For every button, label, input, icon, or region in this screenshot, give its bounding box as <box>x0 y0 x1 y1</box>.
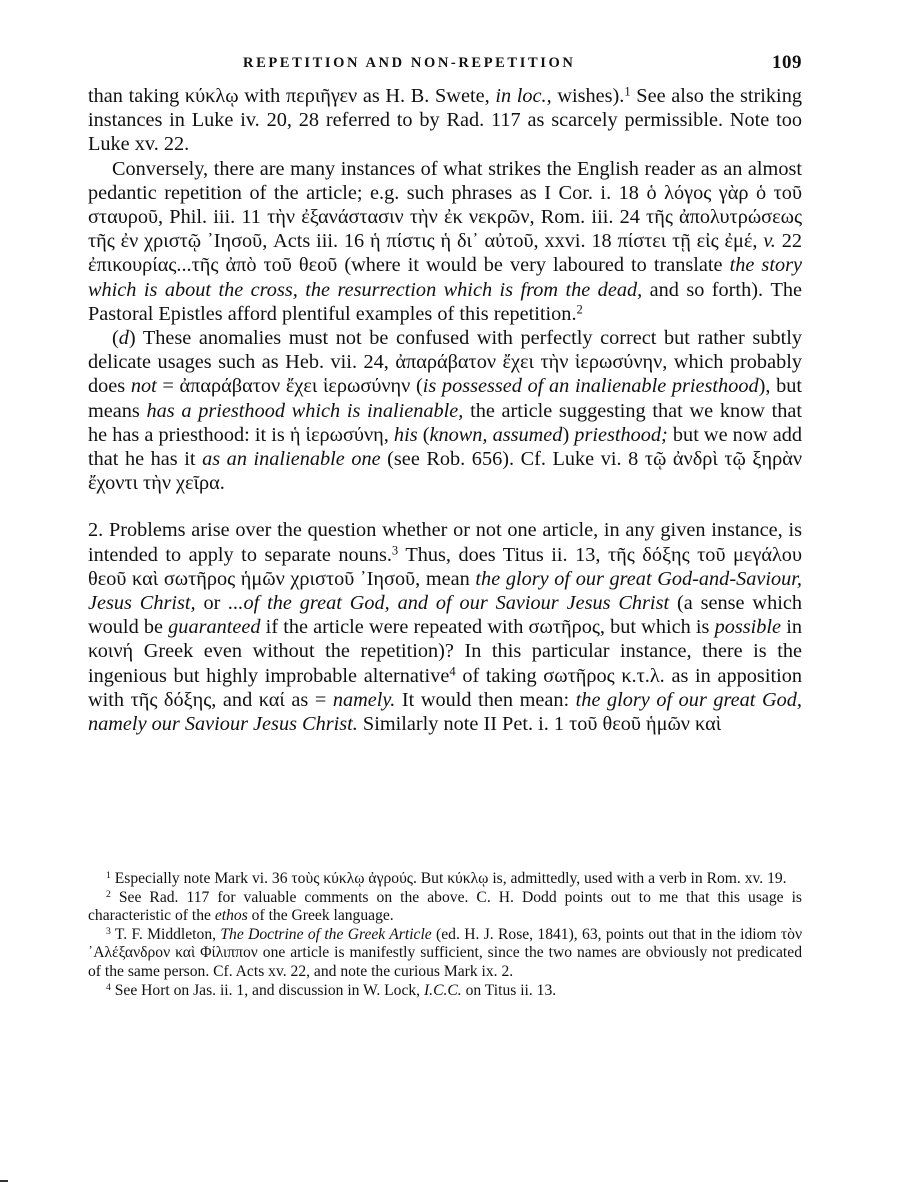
footnote-mark: 2 <box>106 888 111 900</box>
main-text <box>88 84 802 736</box>
footnote-1: $^1$ Especially note Mark vi. 36 τοὺς κύκλῳ ἀγρούς. But κύκλῳ is, admittedly, used with a verb in Rom. xv. 19. <box>106 870 787 887</box>
footnotes <box>88 870 802 1000</box>
footnote-mark: 1 <box>106 870 111 882</box>
footnote-ref: 4 <box>449 664 456 679</box>
footnote-2: $^2$ See Rad. 117 for valuable comments on the above. C. H. Dodd points out to me that this usage is characteristic of the ethos of the Greek language. <box>88 888 802 925</box>
footnote-ref: 1 <box>624 84 631 99</box>
footnote-ref: 2 <box>576 302 583 317</box>
running-title: REPETITION AND NON-REPETITION <box>243 55 576 71</box>
footnote-4: $^4$ See Hort on Jas. ii. 1, and discussion in W. Lock, I.C.C. on Titus ii. 13. <box>106 981 557 999</box>
paragraph-section-2: 2. Problems arise over the question whether or not one article, in any given instance, is intended to apply to separate nouns.$^3$ Thus, does Titus ii. 13, τῆς δόξης τοῦ μεγάλου θεοῦ καὶ σωτῆρος ἡμῶν χριστοῦ ᾿Ιησοῦ, mean the glory of our great God-and-Saviour, Jesus Christ, or ...of the great God, and of our Saviour Jesus Christ (a sense which would be guaranteed if the article were repeated with σωτῆρος, but which is possible in κοινή Greek even without the repetition)? In this particular instance, there is the ingenious but highly improbable alternative$^4$ of taking σωτῆρος κ.τ.λ. as in apposition with τῆς δόξης, and καί as = namely. It would then mean: the glory of our great God, namely our Saviour Jesus Christ. Similarly note II Pet. i. 1 τοῦ θεοῦ ἡμῶν καὶ <box>88 519 803 736</box>
page-number: 109 <box>772 52 802 73</box>
footnote-mark: 4 <box>106 981 111 993</box>
footnote-3: $^3$ T. F. Middleton, The Doctrine of the Greek Article (ed. H. J. Rose, 1841), 63, points out that in the idiom τὸν ᾿Αλέξανδρον καὶ Φίλιππον one article is manifestly sufficient, since the two names are obviously not predicated of the same person. Cf. Acts xv. 22, and note the curious Mark ix. 2. <box>88 925 802 980</box>
footnote-ref: 3 <box>391 543 399 558</box>
paragraph-conversely: Conversely, there are many instances of what strikes the English reader as an almost pedantic repetition of the article; e.g. such phrases as I Cor. i. 18 ὁ λόγος γὰρ ὁ τοῦ σταυροῦ, Phil. iii. 11 τὴν ἐξανάστασιν τὴν ἐκ νεκρῶν, Rom. iii. 24 τῆς ἀπολυτρώσεως τῆς ἐν χριστῷ ᾿Ιησοῦ, Acts iii. 16 ἡ πίστις ἡ δι᾿ αὐτοῦ, xxvi. 18 πίστει τῇ εἰς ἐμέ, v. 22 ἐπικουρίας...τῆς ἀπὸ τοῦ θεοῦ (where it would be very laboured to translate the story which is about the cross, the resurrection which is from the dead, and so forth). The Pastoral Epistles afford plentiful examples of this repetition.$^2$ <box>88 157 802 325</box>
paragraph-anomalies: (d) These anomalies must not be confused with perfectly correct but rather subtly delicate usages such as Heb. vii. 24, ἀπαράβατον ἔχει τὴν ἱερωσύνην, which probably does not = ἀπαράβατον ἔχει ἱερωσύνην (is possessed of an inalienable priesthood), but means has a priesthood which is inalienable, the article suggesting that we know that he has a priesthood: it is ἡ ἱερωσύνη, his (known, assumed) priesthood; but we now add that he has it as an inalienable one (see Rob. 656). Cf. Luke vi. 8 τῷ ἀνδρὶ τῷ ξηρὰν ἔχοντι τὴν χεῖρα. <box>88 327 803 495</box>
scan-margin-mark <box>0 1180 8 1182</box>
footnote-mark: 3 <box>106 925 111 937</box>
paragraph-continuation: than taking κύκλῳ with περιῆγεν as H. B. Swete, in loc., wishes).$^1$ See also the striking instances in Luke iv. 20, 28 referred to by Rad. 117 as scarcely permissible. Note too Luke xv. 22. <box>88 84 802 156</box>
